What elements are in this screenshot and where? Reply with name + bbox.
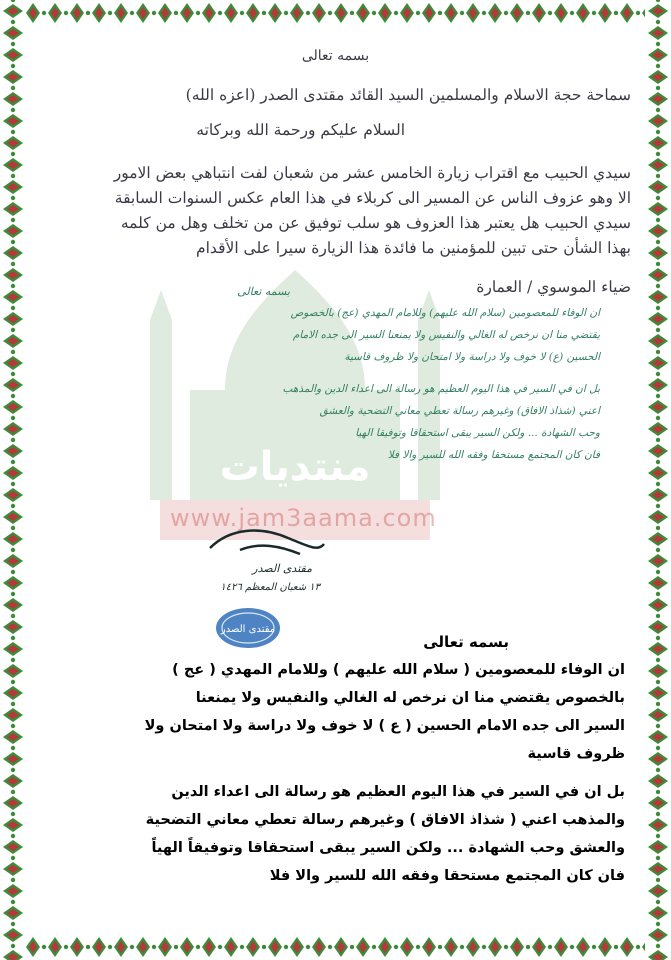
handwritten-line: بسمه تعالى [237, 285, 290, 298]
ornamental-border-right [645, 0, 671, 960]
document-page [26, 26, 645, 934]
transcript-title: بسمه تعالى [423, 633, 509, 651]
handwritten-line: بل ان في السير في هذا اليوم العظيم هو رسالة الى اعداء الدين والمذهب [282, 383, 600, 395]
letter-addressee: سماحة حجة الاسلام والمسلمين السيد القائد مقتدى الصدر (اعزه الله) [185, 86, 631, 104]
letter-body-line: الا وهو عزوف الناس عن المسير الى كربلاء في هذا العام عكس السنوات السابقة [114, 189, 631, 207]
letter-sender: ضياء الموسوي / العمارة [476, 278, 631, 296]
transcript-line: السير الى جده الامام الحسين ( ع ) لا خوف ولا دراسة ولا امتحان ولا [144, 718, 625, 734]
signature-date: ١٣ شعبان المعظم ١٤٢٦ [220, 582, 320, 593]
letter-body-line: سيدي الحبيب مع اقتراب زيارة الخامس عشر من شعبان لفت انتباهي بعض الامور [113, 164, 631, 182]
transcript-line: بالخصوص يقتضي منا ان نرخص له الغالي والنفيس ولا يمنعنا [195, 690, 625, 706]
ornamental-border-top [0, 0, 671, 26]
letter-greeting: السلام عليكم ورحمة الله وبركاته [196, 121, 405, 139]
handwritten-line: اعني (شذاذ الافاق) وغيرهم رسالة تعطي معاني التضحية والعشق [319, 405, 600, 417]
handwritten-line: وحب الشهادة ... ولكن السير يبقى استحقاقا وتوفيقا الهيا [355, 427, 600, 439]
handwritten-line: ان الوفاء للمعصومين (سلام الله عليهم) وللامام المهدي (عج) بالخصوص [290, 307, 600, 319]
handwritten-line: يقتضي منا ان نرخص له الغالي والنفيس ولا يمنعنا السير الى جده الامام [292, 329, 600, 341]
handwritten-line: الحسين (ع) لا خوف ولا دراسة ولا امتحان ولا ظروف قاسية [344, 351, 600, 363]
transcript-line: فان كان المجتمع مستحقا وفقه الله للسير والا فلا [269, 868, 625, 884]
ornamental-border-left [0, 0, 26, 960]
watermark-text: منتديات [219, 444, 371, 490]
signature-name: مقتدى الصدر [252, 562, 312, 575]
ornamental-border-bottom [0, 934, 671, 960]
handwritten-line: فان كان المجتمع مستحقا وفقه الله للسير والا فلا [387, 449, 600, 461]
official-stamp-icon [213, 605, 283, 651]
transcript-line: بل ان في السير في هذا اليوم العظيم هو رسالة الى اعداء الدين [171, 784, 625, 800]
transcript-line: ظروف قاسية [527, 746, 625, 762]
signature-scribble-icon [200, 520, 330, 600]
transcript-line: والعشق وحب الشهادة ... ولكن السير يبقى استحقاقا وتوفيقاً الهياً [151, 840, 625, 856]
transcript-line: ان الوفاء للمعصومين ( سلام الله عليهم ) وللامام المهدي ( عج ) [172, 662, 625, 678]
letter-body-line: سيدي الحبيب هل يعتبر هذا العزوف هو سلب توفيق عن من تخلف وهل من كلمه [120, 214, 631, 232]
transcript-line: والمذهب اعني ( شذاذ الافاق ) وغيرهم رسالة تعطي معاني التضحية [145, 812, 625, 828]
letter-body-line: بهذا الشأن حتى تبين للمؤمنين ما فائدة هذا الزيارة سيرا على الأقدام [196, 239, 631, 257]
stamp-text: مقتدى الصدر [220, 624, 276, 635]
watermark-url: www.jam3aama.com [170, 504, 437, 532]
letter-basmala: بسمه تعالى [301, 48, 370, 64]
handwritten-reply [130, 285, 600, 495]
signature [200, 520, 330, 600]
